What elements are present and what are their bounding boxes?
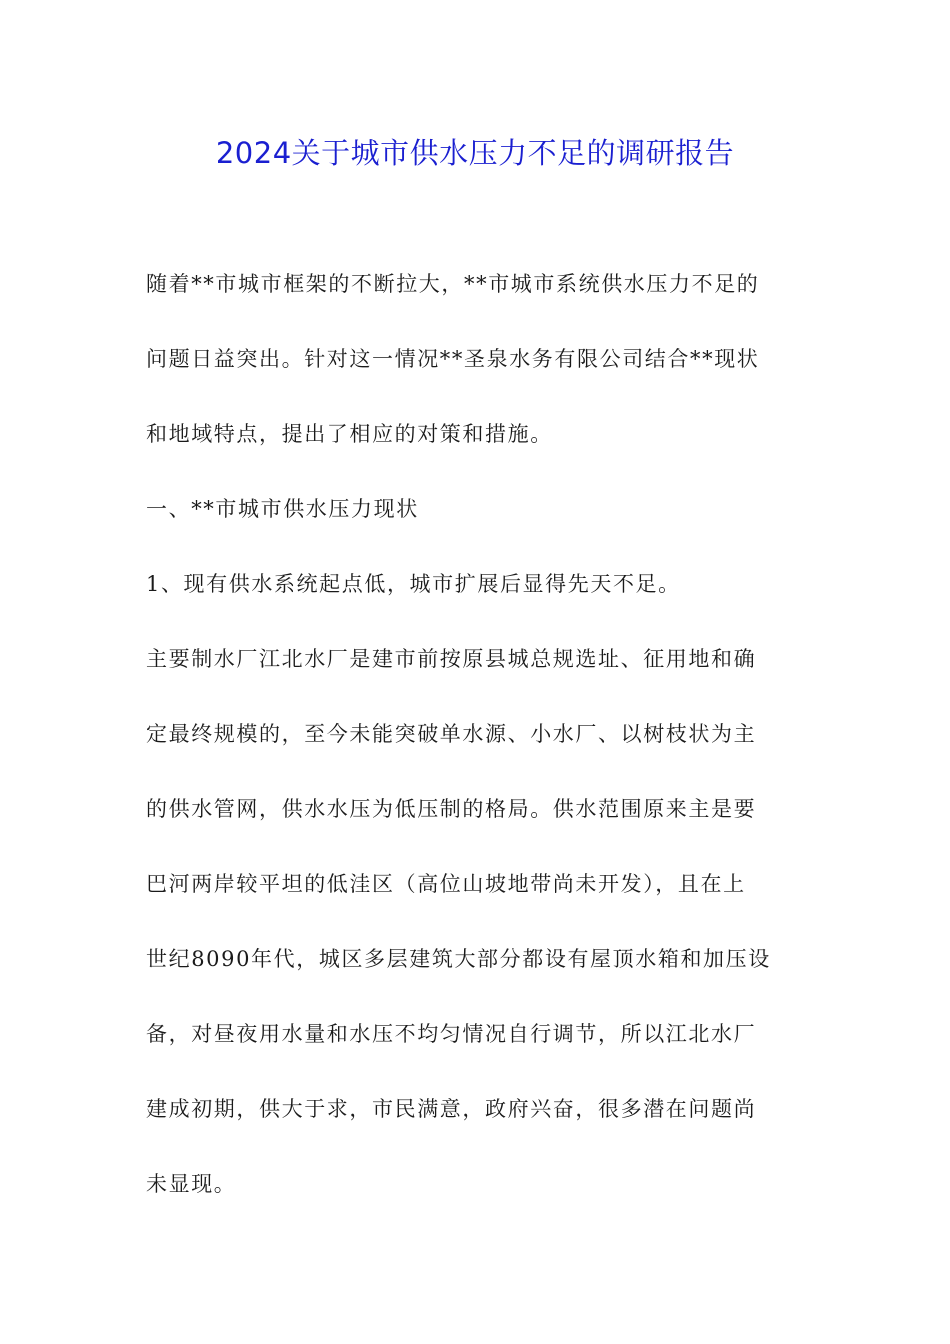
paragraph-line: 主要制水厂江北水厂是建市前按原县城总规选址、征用地和确: [146, 647, 757, 671]
paragraph-line: 的供水管网，供水水压为低压制的格局。供水范围原来主是要: [146, 797, 757, 821]
paragraph-line: 建成初期，供大于求，市民满意，政府兴奋，很多潜在问题尚: [146, 1097, 757, 1121]
paragraph-line: 定最终规模的，至今未能突破单水源、小水厂、以树枝状为主: [146, 722, 757, 746]
paragraph-line: 和地域特点，提出了相应的对策和措施。: [146, 422, 553, 446]
section-heading: 一、**市城市供水压力现状: [146, 497, 419, 521]
paragraph-line: 巴河两岸较平坦的低洼区（高位山坡地带尚未开发），且在上: [146, 872, 746, 896]
document-title: 2024关于城市供水压力不足的调研报告: [215, 136, 735, 170]
paragraph-line: 未显现。: [146, 1172, 237, 1196]
paragraph-line: 随着**市城市框架的不断拉大，**市城市系统供水压力不足的: [146, 272, 760, 296]
paragraph-line: 问题日益突出。针对这一情况**圣泉水务有限公司结合**现状: [146, 347, 760, 371]
subsection-heading: 1、现有供水系统起点低，城市扩展后显得先天不足。: [146, 572, 681, 596]
paragraph-line: 世纪8090年代，城区多层建筑大部分都设有屋顶水箱和加压设: [146, 947, 771, 971]
paragraph-line: 备，对昼夜用水量和水压不均匀情况自行调节，所以江北水厂: [146, 1022, 757, 1046]
